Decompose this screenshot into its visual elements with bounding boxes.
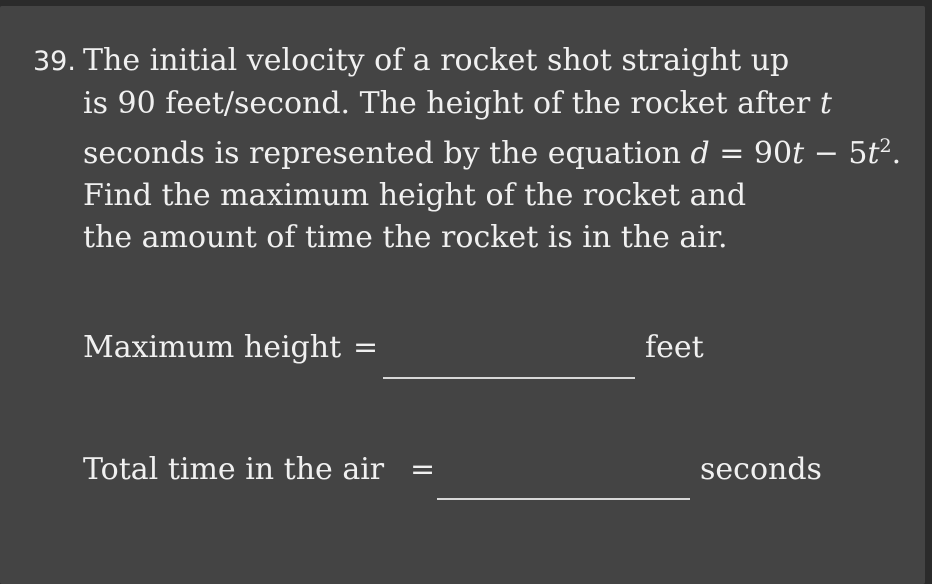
max-height-equals: =: [353, 330, 379, 365]
time-unit: seconds: [700, 452, 822, 487]
time-label: Total time in the air: [83, 452, 385, 487]
problem-line-3: seconds is represented by the equation $d = 90t - 5t^2$.: [83, 135, 902, 171]
problem-line-1: 39. The initial velocity of a rocket shot straight up: [33, 40, 901, 83]
problem-text: [33, 40, 901, 259]
problem-line-4: Find the maximum height of the rocket and: [83, 178, 747, 213]
time-answer-blank[interactable]: [437, 498, 690, 500]
max-height-label: Maximum height: [83, 330, 342, 365]
max-height-answer-blank[interactable]: [383, 377, 635, 379]
max-height-unit: feet: [645, 330, 704, 365]
problem-line-2: is 90 feet/second. The height of the rocket after t: [83, 86, 832, 121]
time-equals: =: [410, 452, 436, 487]
problem-line-5: the amount of time the rocket is in the air.: [83, 220, 728, 255]
problem-number: 39.: [33, 46, 76, 77]
